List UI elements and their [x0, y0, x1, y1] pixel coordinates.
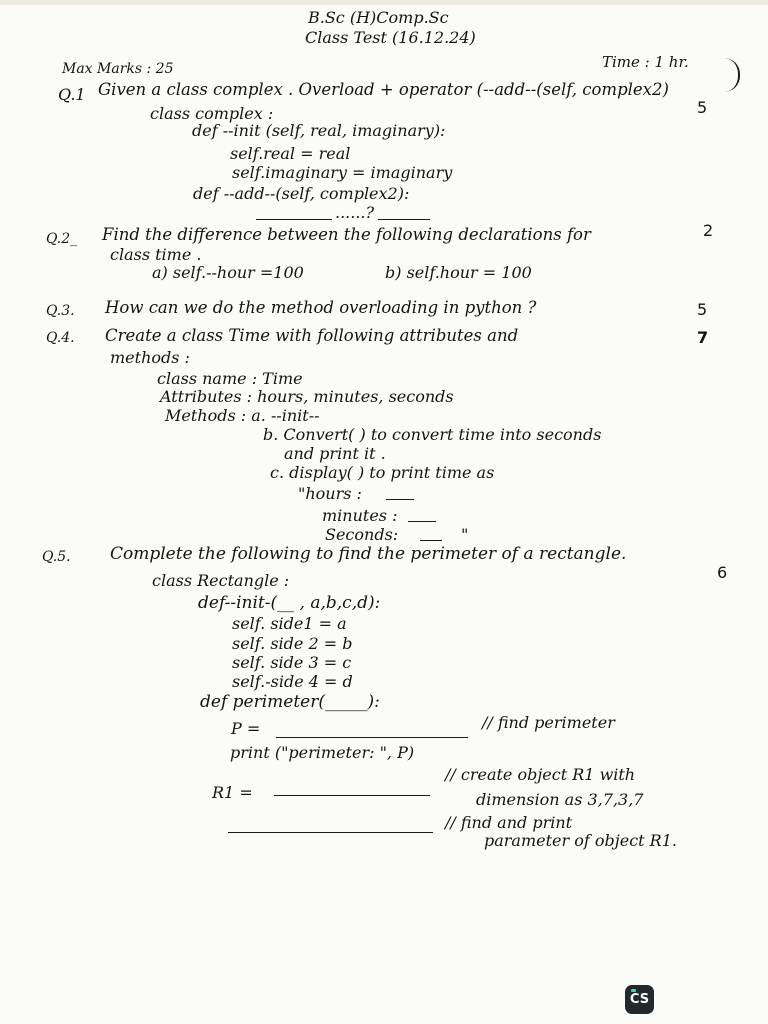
q5-last-comment: // find and print	[445, 813, 573, 832]
course-title: B.Sc (H)Comp.Sc	[308, 8, 449, 27]
q2-option-b: b) self.hour = 100	[385, 263, 532, 282]
test-title: Class Test (16.12.24)	[305, 28, 476, 47]
q1-code-line-2: def --init (self, real, imaginary):	[192, 121, 446, 140]
q5-text: Complete the following to find the perimeter of a rectangle.	[110, 544, 627, 564]
q5-r1-blank	[274, 795, 430, 796]
q1-number: Q.1	[58, 85, 86, 104]
q1-bracket	[724, 58, 740, 92]
q1-text: Given a class complex . Overload + operator (--add--(self, complex2)	[98, 80, 669, 99]
camscanner-logo	[625, 985, 654, 1014]
q4-format-seconds: Seconds:	[325, 525, 399, 544]
q4-line-1: Create a class Time with following attributes and	[105, 326, 519, 345]
q5-last-comment-cont: parameter of object R1.	[484, 831, 677, 850]
q2-marks: 2	[703, 221, 714, 240]
q1-code-line-1: class complex :	[150, 104, 274, 123]
q1-answer-blank-1	[256, 219, 332, 220]
q2-number: Q.2_	[46, 231, 78, 247]
q4-hours-blank	[386, 499, 414, 500]
q4-format-hours: "hours :	[298, 484, 362, 503]
q5-perimeter-def: def perimeter(_____):	[200, 692, 380, 712]
q4-line-2: methods :	[110, 348, 190, 367]
q4-method-a: Methods : a. --init--	[165, 406, 320, 425]
q5-r1-comment-cont: dimension as 3,7,3,7	[476, 790, 644, 809]
q2-line-2: class time .	[110, 245, 202, 264]
q4-method-b-cont: and print it .	[284, 444, 386, 463]
q5-p-comment: // find perimeter	[482, 713, 615, 732]
q4-format-close: "	[461, 525, 469, 544]
q5-print-line: print ("perimeter: ", P)	[230, 743, 415, 762]
q1-answer-blank-2	[378, 219, 430, 220]
q4-number: Q.4.	[46, 330, 75, 346]
q5-side3: self. side 3 = c	[232, 653, 352, 672]
q4-method-b: b. Convert( ) to convert time into seconds	[263, 425, 602, 444]
q1-code-line-5: def --add--(self, complex2):	[193, 184, 410, 203]
logo-accent-mark	[631, 989, 636, 992]
q5-side2: self. side 2 = b	[232, 634, 353, 653]
q1-marks: 5	[697, 98, 708, 117]
q5-side1: self. side1 = a	[232, 614, 347, 633]
q5-init-def: def--init-(__ , a,b,c,d):	[198, 593, 381, 613]
q4-seconds-blank	[420, 540, 442, 541]
page-top-edge	[0, 0, 768, 5]
q3-marks: 5	[697, 300, 708, 319]
q3-number: Q.3.	[46, 303, 75, 319]
q5-class-line: class Rectangle :	[152, 571, 290, 590]
q5-marks: 6	[717, 563, 728, 582]
q4-format-minutes: minutes :	[322, 506, 398, 525]
q2-option-a: a) self.--hour =100	[152, 263, 304, 282]
q5-p-line: P =	[231, 719, 261, 738]
logo-text: CS	[629, 992, 650, 1007]
q5-last-blank	[228, 832, 433, 833]
q1-code-line-6: ......?	[335, 203, 375, 222]
q5-number: Q.5.	[42, 549, 71, 565]
q1-code-line-3: self.real = real	[230, 144, 351, 163]
time-limit: Time : 1 hr.	[602, 53, 689, 71]
q5-p-blank	[276, 737, 468, 738]
q5-side4: self.-side 4 = d	[232, 672, 353, 691]
q4-method-c: c. display( ) to print time as	[270, 463, 495, 482]
q5-r1-comment: // create object R1 with	[445, 765, 636, 784]
q4-class-name: class name : Time	[157, 369, 303, 388]
max-marks: Max Marks : 25	[62, 61, 174, 77]
q3-text: How can we do the method overloading in python ?	[105, 298, 537, 317]
q1-code-line-4: self.imaginary = imaginary	[232, 163, 453, 182]
q4-minutes-blank	[408, 521, 436, 522]
q2-line-1: Find the difference between the following declarations for	[102, 225, 591, 244]
q5-r1-line: R1 =	[212, 783, 253, 802]
q4-marks: 7	[697, 328, 709, 347]
q4-attributes: Attributes : hours, minutes, seconds	[160, 387, 454, 406]
